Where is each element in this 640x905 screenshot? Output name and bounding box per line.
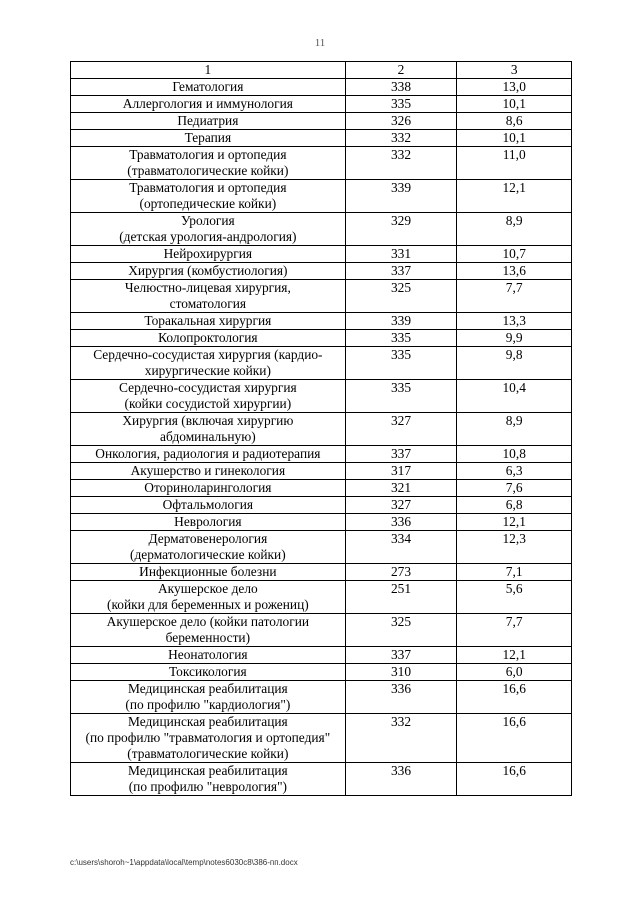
value-cell-col3: 7,7: [457, 614, 572, 647]
value-cell-col3: 12,3: [457, 531, 572, 564]
specialty-line: (травматологические койки): [127, 746, 289, 761]
table-row: [71, 614, 572, 647]
header-cell-2: 2: [345, 62, 457, 79]
value-cell-col3: 10,4: [457, 380, 572, 413]
table-row: [71, 347, 572, 380]
value-cell-col2: 336: [345, 763, 457, 796]
specialty-cell: [71, 564, 346, 581]
specialty-line: Сердечно-сосудистая хирургия (кардио-: [93, 347, 323, 362]
table-row: [71, 113, 572, 130]
value-cell-col2: 339: [345, 180, 457, 213]
value-cell-col2: 334: [345, 531, 457, 564]
table-row: [71, 664, 572, 681]
specialty-line: (по профилю "травматология и ортопедия": [85, 730, 331, 745]
value-cell-col3: 8,9: [457, 213, 572, 246]
specialty-cell: [71, 763, 346, 796]
value-cell-col2: 335: [345, 347, 457, 380]
specialty-line: Дерматовенерология: [148, 531, 268, 546]
specialty-cell: [71, 313, 346, 330]
specialty-cell: [71, 330, 346, 347]
specialty-line: Онкология, радиология и радиотерапия: [95, 446, 321, 461]
specialty-line: Педиатрия: [177, 113, 239, 128]
specialty-line: Акушерское дело (койки патологии: [106, 614, 310, 629]
value-cell-col2: 335: [345, 96, 457, 113]
specialty-cell: [71, 531, 346, 564]
table-row: [71, 280, 572, 313]
value-cell-col2: 332: [345, 147, 457, 180]
table-row: [71, 647, 572, 664]
specialty-cell: [71, 263, 346, 280]
table-row: [71, 681, 572, 714]
specialty-cell: [71, 480, 346, 497]
specialty-line: беременности): [165, 630, 251, 645]
specialty-line: (травматологические койки): [127, 163, 289, 178]
table-row: [71, 581, 572, 614]
table-header-row: [71, 62, 572, 79]
value-cell-col2: 336: [345, 681, 457, 714]
value-cell-col2: 325: [345, 614, 457, 647]
specialty-line: Инфекционные болезни: [139, 564, 277, 579]
specialty-line: (дерматологические койки): [130, 547, 286, 562]
value-cell-col2: 251: [345, 581, 457, 614]
value-cell-col2: 321: [345, 480, 457, 497]
table-row: [71, 96, 572, 113]
specialty-cell: [71, 213, 346, 246]
value-cell-col3: 8,6: [457, 113, 572, 130]
specialty-line: Терапия: [184, 130, 232, 145]
value-cell-col2: 326: [345, 113, 457, 130]
specialty-line: (по профилю "неврология"): [128, 779, 288, 794]
value-cell-col2: 317: [345, 463, 457, 480]
table-row: [71, 564, 572, 581]
table-row: [71, 213, 572, 246]
value-cell-col2: 339: [345, 313, 457, 330]
specialty-line: Медицинская реабилитация: [128, 681, 288, 696]
specialty-line: хирургические койки): [144, 363, 271, 378]
specialty-line: Травматология и ортопедия: [129, 147, 287, 162]
value-cell-col3: 11,0: [457, 147, 572, 180]
specialty-cell: [71, 280, 346, 313]
table-body: [71, 79, 572, 796]
specialty-line: (койки для беременных и рожениц): [106, 597, 309, 612]
specialty-line: Колопроктология: [158, 330, 258, 345]
value-cell-col3: 6,3: [457, 463, 572, 480]
specialty-cell: [71, 514, 346, 531]
header-cell-3: 3: [457, 62, 572, 79]
specialty-cell: [71, 581, 346, 614]
table-row: [71, 330, 572, 347]
value-cell-col2: 335: [345, 380, 457, 413]
value-cell-col2: 329: [345, 213, 457, 246]
table-row: [71, 463, 572, 480]
value-cell-col3: 16,6: [457, 763, 572, 796]
table-row: [71, 180, 572, 213]
value-cell-col3: 12,1: [457, 180, 572, 213]
table-row: [71, 497, 572, 514]
value-cell-col3: 12,1: [457, 647, 572, 664]
specialty-line: Челюстно-лицевая хирургия,: [124, 280, 291, 295]
specialty-line: Сердечно-сосудистая хирургия: [119, 380, 297, 395]
specialty-line: Медицинская реабилитация: [128, 763, 288, 778]
specialty-line: Торакальная хирургия: [144, 313, 272, 328]
file-path: c:\users\shoroh~1\appdata\local\temp\notes6030c8\386-пп.docx: [70, 858, 298, 867]
specialty-cell: [71, 96, 346, 113]
value-cell-col3: 9,8: [457, 347, 572, 380]
specialty-line: Медицинская реабилитация: [128, 714, 288, 729]
value-cell-col3: 10,1: [457, 130, 572, 147]
value-cell-col3: 8,9: [457, 413, 572, 446]
specialty-line: Акушерское дело: [158, 581, 258, 596]
value-cell-col3: 10,8: [457, 446, 572, 463]
value-cell-col2: 335: [345, 330, 457, 347]
value-cell-col2: 332: [345, 130, 457, 147]
value-cell-col2: 336: [345, 514, 457, 531]
specialty-line: Акушерство и гинекология: [130, 463, 286, 478]
specialty-cell: [71, 180, 346, 213]
header-cell-1: 1: [71, 62, 346, 79]
specialty-line: Урология: [181, 213, 235, 228]
value-cell-col3: 7,7: [457, 280, 572, 313]
value-cell-col2: 337: [345, 446, 457, 463]
value-cell-col2: 332: [345, 714, 457, 763]
value-cell-col2: 327: [345, 413, 457, 446]
specialty-cell: [71, 380, 346, 413]
specialty-line: Хирургия (комбустиология): [128, 263, 288, 278]
value-cell-col2: 337: [345, 263, 457, 280]
table-row: [71, 313, 572, 330]
specialty-line: Хирургия (включая хирургию: [122, 413, 294, 428]
specialty-cell: [71, 113, 346, 130]
specialty-cell: [71, 246, 346, 263]
value-cell-col2: 337: [345, 647, 457, 664]
table-row: [71, 246, 572, 263]
table-row: [71, 531, 572, 564]
table-row: [71, 763, 572, 796]
specialty-cell: [71, 647, 346, 664]
specialty-cell: [71, 614, 346, 647]
specialty-line: Неврология: [174, 514, 242, 529]
value-cell-col2: 310: [345, 664, 457, 681]
table-row: [71, 263, 572, 280]
table-row: [71, 480, 572, 497]
value-cell-col3: 10,7: [457, 246, 572, 263]
table-row: [71, 380, 572, 413]
specialty-line: Аллергология и иммунология: [122, 96, 293, 111]
specialty-cell: [71, 79, 346, 96]
specialty-line: Неонатология: [168, 647, 248, 662]
specialty-line: Токсикология: [169, 664, 247, 679]
value-cell-col3: 16,6: [457, 714, 572, 763]
specialty-line: Нейрохирургия: [163, 246, 253, 261]
table-row: [71, 130, 572, 147]
value-cell-col3: 7,6: [457, 480, 572, 497]
value-cell-col3: 16,6: [457, 681, 572, 714]
specialty-line: (детская урология-андрология): [119, 229, 297, 244]
specialty-cell: [71, 714, 346, 763]
specialty-cell: [71, 664, 346, 681]
specialty-line: абдоминальную): [160, 429, 256, 444]
specialty-cell: [71, 497, 346, 514]
specialty-cell: [71, 681, 346, 714]
value-cell-col3: 13,0: [457, 79, 572, 96]
table-row: [71, 714, 572, 763]
specialty-cell: [71, 147, 346, 180]
value-cell-col3: 13,6: [457, 263, 572, 280]
specialty-line: (по профилю "кардиология"): [125, 697, 291, 712]
value-cell-col3: 6,0: [457, 664, 572, 681]
specialty-cell: [71, 413, 346, 446]
specialty-cell: [71, 463, 346, 480]
specialty-cell: [71, 446, 346, 463]
page-number: 11: [314, 37, 326, 49]
value-cell-col3: 6,8: [457, 497, 572, 514]
table-row: [71, 79, 572, 96]
value-cell-col3: 5,6: [457, 581, 572, 614]
value-cell-col2: 338: [345, 79, 457, 96]
specialty-line: стоматология: [169, 296, 247, 311]
data-table: [70, 61, 572, 796]
specialty-cell: [71, 347, 346, 380]
specialty-line: Оториноларингология: [144, 480, 272, 495]
specialty-line: (койки сосудистой хирургии): [124, 396, 292, 411]
specialty-line: Травматология и ортопедия: [129, 180, 287, 195]
value-cell-col3: 7,1: [457, 564, 572, 581]
value-cell-col3: 9,9: [457, 330, 572, 347]
value-cell-col2: 273: [345, 564, 457, 581]
value-cell-col2: 327: [345, 497, 457, 514]
table-row: [71, 514, 572, 531]
value-cell-col3: 13,3: [457, 313, 572, 330]
table-row: [71, 147, 572, 180]
specialty-line: (ортопедические койки): [139, 196, 277, 211]
specialty-line: Офтальмология: [162, 497, 254, 512]
specialty-cell: [71, 130, 346, 147]
value-cell-col3: 12,1: [457, 514, 572, 531]
specialty-line: Гематология: [172, 79, 244, 94]
value-cell-col2: 325: [345, 280, 457, 313]
table-row: [71, 413, 572, 446]
value-cell-col2: 331: [345, 246, 457, 263]
value-cell-col3: 10,1: [457, 96, 572, 113]
table-row: [71, 446, 572, 463]
